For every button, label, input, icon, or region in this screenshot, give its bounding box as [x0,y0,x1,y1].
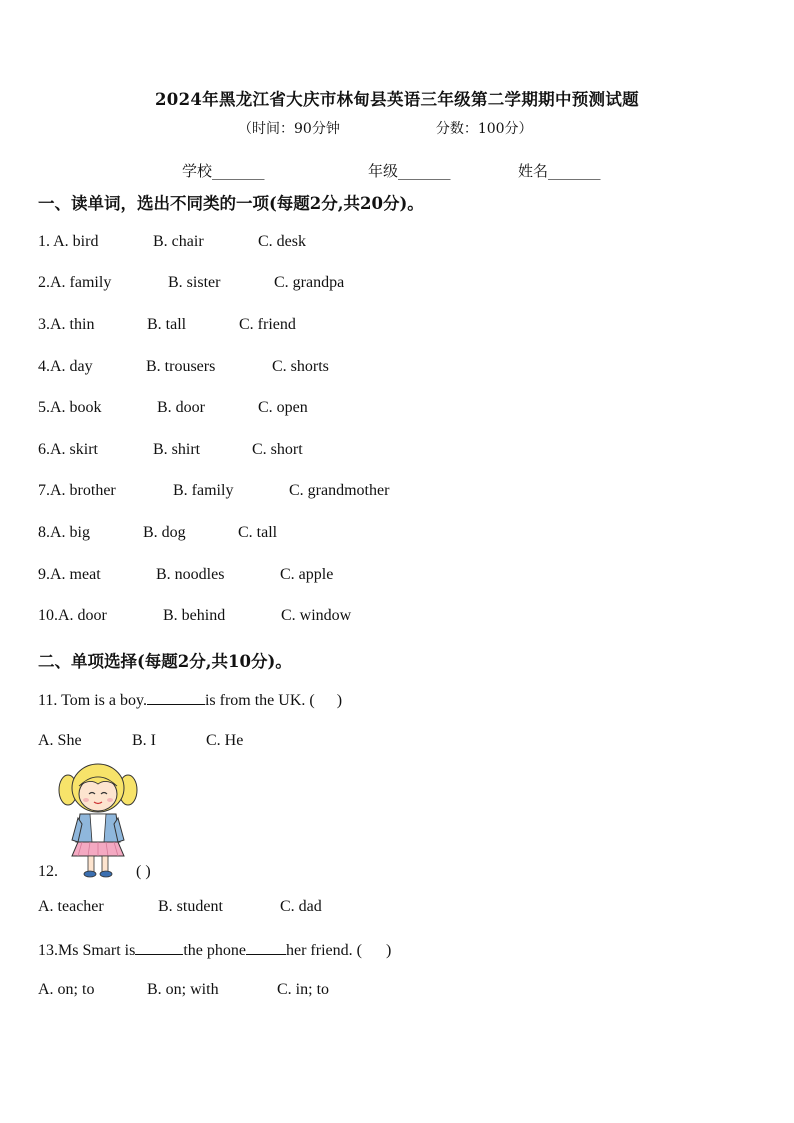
question-3 [38,316,296,334]
stem-start: 13.Ms Smart is [38,942,136,959]
option-b[interactable]: B. family [173,482,234,499]
stem-end: is from the UK. ( [204,692,315,709]
option-c[interactable]: C. window [281,607,352,624]
option-b[interactable]: B. shirt [153,441,201,458]
section-1-heading: 一、读单词，选出不同类的一项(每题2分,共20分)。 [38,194,424,213]
answer-paren[interactable]: ( ) [136,863,151,880]
question-6 [38,441,303,459]
question-12-stem [38,863,151,881]
option-b[interactable]: B. sister [168,274,221,291]
question-1 [38,233,306,251]
answer-blank-2[interactable] [246,940,286,955]
question-2 [38,274,344,292]
option-a[interactable]: A. on; to [38,981,95,998]
stem-end: her friend. ( [286,942,362,959]
option-b[interactable]: B. behind [163,607,226,624]
option-c[interactable]: C. friend [239,316,296,333]
student-info [182,160,601,181]
question-13-stem [38,940,391,960]
answer-paren-close[interactable]: ) [336,692,343,709]
option-b[interactable]: B. trousers [146,358,216,375]
option-a[interactable]: 4.A. day [38,358,93,375]
question-4 [38,358,329,376]
answer-blank[interactable] [147,690,205,705]
option-c[interactable]: C. grandpa [274,274,345,291]
option-c[interactable]: C. apple [280,566,334,583]
section-2-heading: 二、单项选择(每题2分,共10分)。 [38,652,292,671]
option-a[interactable]: 5.A. book [38,399,102,416]
question-12-options [38,898,322,916]
option-a[interactable]: 6.A. skirt [38,441,98,458]
time-limit: （时间：90分钟 [238,121,340,137]
stem-start: 11. Tom is a boy. [38,692,147,709]
option-a[interactable]: 10.A. door [38,607,107,624]
option-b[interactable]: B. noodles [156,566,225,583]
stem-middle: the phone [183,942,246,959]
total-score: 分数：100分） [435,121,533,137]
question-13-options [38,981,329,999]
option-c[interactable]: C. grandmother [289,482,390,499]
option-a[interactable]: 1. A. bird [38,233,99,250]
option-b[interactable]: B. chair [153,233,204,250]
grade-field[interactable]: 年级_______ [368,162,451,180]
exam-meta [238,118,533,138]
option-c[interactable]: C. in; to [277,981,330,998]
option-a[interactable]: A. teacher [38,898,104,915]
question-10 [38,607,351,625]
option-a[interactable]: 7.A. brother [38,482,116,499]
option-b[interactable]: B. door [157,399,205,416]
option-a[interactable]: 2.A. family [38,274,112,291]
option-c[interactable]: C. desk [258,233,306,250]
question-11-stem [38,690,342,710]
option-a[interactable]: 3.A. thin [38,316,95,333]
option-c[interactable]: C. dad [280,898,322,915]
option-c[interactable]: C. open [258,399,308,416]
name-field[interactable]: 姓名_______ [518,162,601,180]
option-c[interactable]: C. He [206,732,244,749]
option-b[interactable]: B. student [158,898,223,915]
option-b[interactable]: B. on; with [147,981,219,998]
answer-blank-1[interactable] [135,940,183,955]
question-number: 12. [38,863,58,880]
option-c[interactable]: C. tall [238,524,278,541]
question-7 [38,482,389,500]
answer-paren-close[interactable]: ) [385,942,392,959]
question-11-options [38,732,243,750]
question-8 [38,524,277,542]
option-a[interactable]: A. She [38,732,82,749]
question-5 [38,399,308,417]
question-9 [38,566,333,584]
exam-title: 2024年黑龙江省大庆市林甸县英语三年级第二学期期中预测试题 [155,90,639,109]
option-b[interactable]: B. tall [147,316,187,333]
option-a[interactable]: 8.A. big [38,524,90,541]
option-c[interactable]: C. short [252,441,303,458]
option-b[interactable]: B. I [132,732,156,749]
option-c[interactable]: C. shorts [272,358,329,375]
option-b[interactable]: B. dog [143,524,186,541]
school-field[interactable]: 学校_______ [182,162,265,180]
option-a[interactable]: 9.A. meat [38,566,101,583]
